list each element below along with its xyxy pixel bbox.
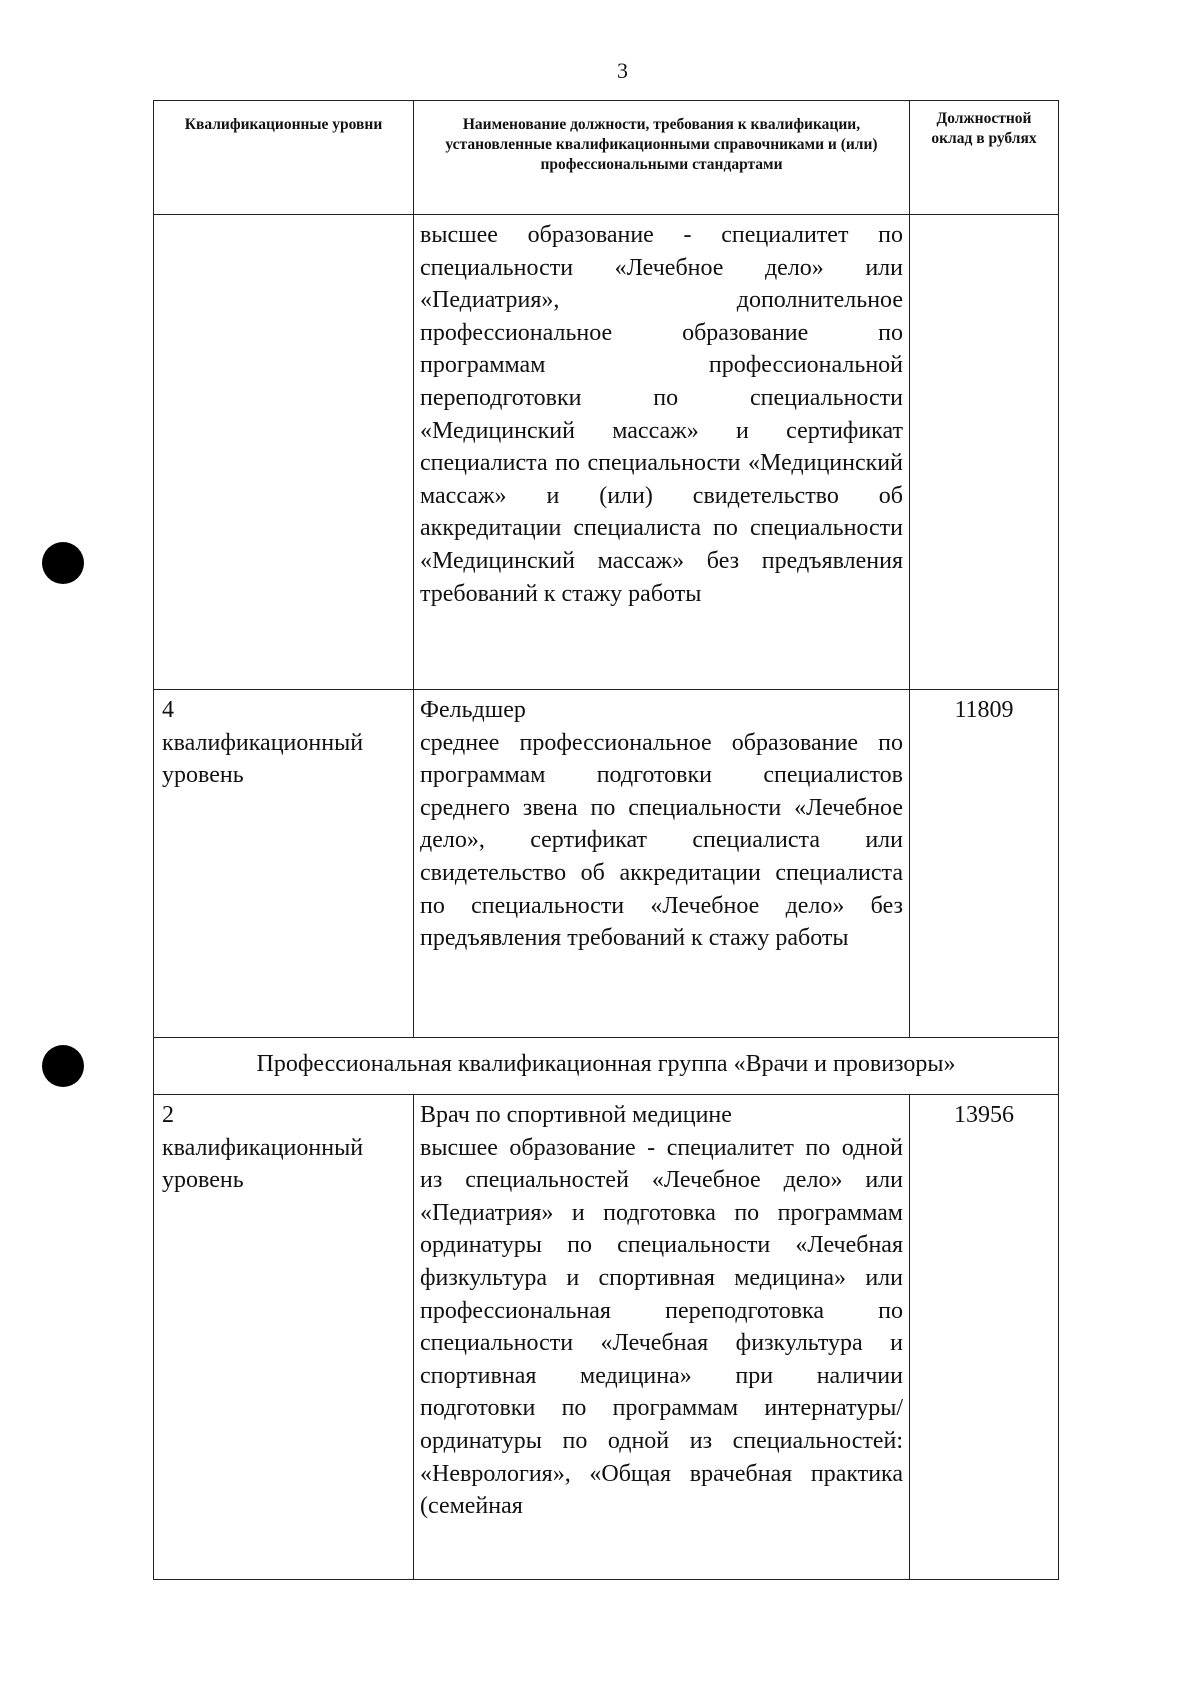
requirements-cell (414, 690, 910, 1038)
level-word: квалификационный (162, 1134, 364, 1161)
table-header-row (154, 101, 1059, 215)
table-row (154, 215, 1059, 690)
level-number: 4 (162, 697, 174, 723)
salary-cell: 13956 (910, 1095, 1059, 1580)
level-word: квалификационный (162, 729, 364, 756)
requirements-text: высшее образование - специалитет по одной из специальностей «Лечебное дело» или «Педиатрия» и подготовка по программам ординатуры по специальности «Лечебная физкультура и спортивная медицина» или профессиональная переподготовка по специальности «Лечебная физкультура и спортивная медицина» при наличии подготовки по программам интернатуры/ординатуры по одной из специальностей: «Неврология», «Общая врачебная практика (семейная (420, 1134, 903, 1520)
salary-cell: 11809 (910, 690, 1059, 1038)
punch-hole-icon (42, 1045, 84, 1087)
level-word: уровень (162, 762, 244, 789)
punch-hole-icon (42, 542, 84, 584)
level-cell (154, 690, 414, 1038)
group-row (154, 1038, 1059, 1095)
requirements-text: среднее профессиональное образование по программам подготовки специалистов среднего звена по специальности «Лечебное дело», сертификат специалиста или свидетельство об аккредитации специалиста по специальности «Лечебное дело» без предъявления требований к стажу работы (420, 729, 903, 952)
position-title: Врач по спортивной медицине (420, 1102, 732, 1128)
level-cell (154, 215, 414, 690)
header-position: Наименование должности, требования к квалификации, установленные квалификационными справочниками и (или) профессиональными стандартами (414, 101, 910, 215)
table-row (154, 690, 1059, 1038)
header-levels: Квалификационные уровни (154, 101, 414, 215)
level-cell (154, 1095, 414, 1580)
page-number: 3 (617, 58, 628, 83)
group-title: Профессиональная квалификационная группа «Врачи и провизоры» (154, 1038, 1059, 1095)
salary-cell (910, 215, 1059, 690)
salary-table (153, 100, 1059, 1580)
level-word: уровень (162, 1167, 244, 1194)
table-row (154, 1095, 1059, 1580)
header-salary: Должностной оклад в рублях (910, 101, 1059, 215)
position-title: Фельдшер (420, 697, 526, 723)
requirements-cell: высшее образование - специалитет по специальности «Лечебное дело» или «Педиатрия», дополнительное профессиональное образование по программам профессиональной переподготовки по специальности «Медицинский массаж» и сертификат специалиста по специальности «Медицинский массаж» и (или) свидетельство об аккредитации специалиста по специальности «Медицинский массаж» без предъявления требований к стажу работы (414, 215, 910, 690)
level-number: 2 (162, 1102, 174, 1128)
requirements-cell (414, 1095, 910, 1580)
